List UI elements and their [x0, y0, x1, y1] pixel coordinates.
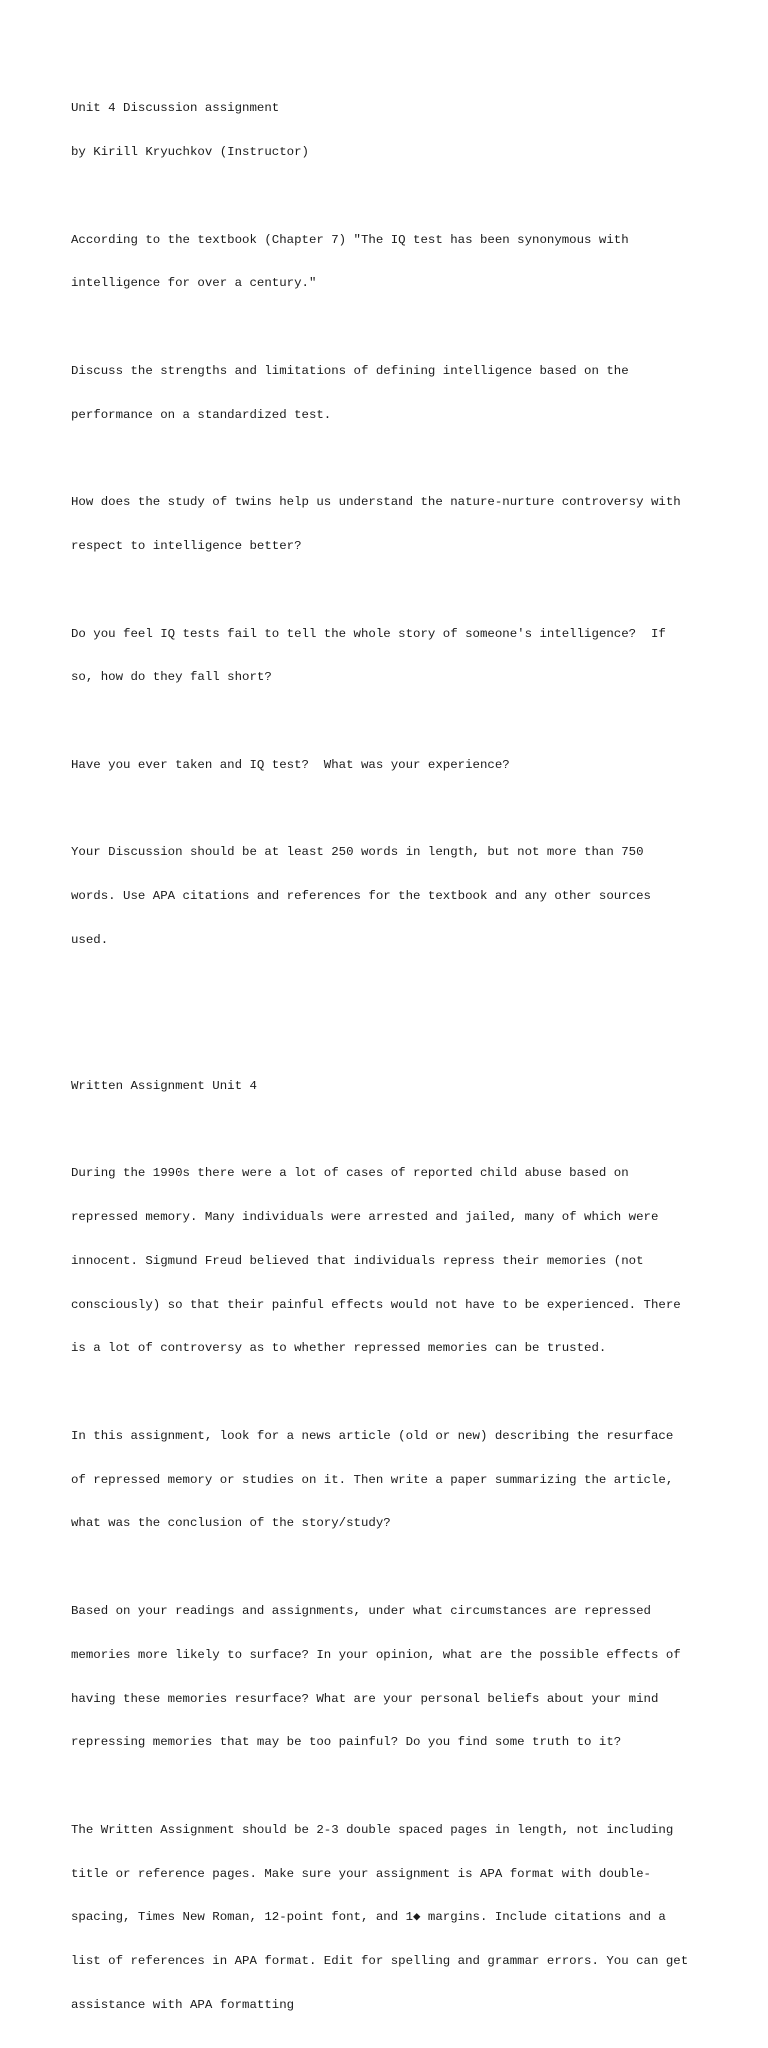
document-page: [71, 72, 711, 2048]
text-line: innocent. Sigmund Freud believed that individuals repress their memories (not: [71, 1253, 644, 1268]
discussion-paragraph-requirements: [71, 816, 711, 977]
text-line: used.: [71, 933, 109, 948]
text-line: Discuss the strengths and limitations of defining intelligence based on the: [71, 363, 629, 378]
text-line: assistance with APA formatting: [71, 1998, 295, 2012]
text-line: memories more likely to surface? In your opinion, what are the possible effects of: [71, 1647, 681, 1662]
text-line: Have you ever taken and IQ test? What was your experience?: [71, 757, 510, 772]
written-paragraph-requirements: [71, 1794, 711, 2042]
text-line: Based on your readings and assignments, under what circumstances are repressed: [71, 1603, 651, 1618]
text-line: performance on a standardized test.: [71, 407, 332, 422]
text-line: repressing memories that may be too painful? Do you find some truth to it?: [71, 1735, 622, 1750]
text-line: what was the conclusion of the story/study?: [71, 1516, 391, 1531]
text-line: words. Use APA citations and references for the textbook and any other sources: [71, 889, 651, 904]
text-line: having these memories resurface? What are your personal beliefs about your mind: [71, 1691, 659, 1706]
text-line: How does the study of twins help us understand the nature-nurture controversy with: [71, 495, 681, 510]
written-heading: [71, 1049, 711, 1122]
text-line: respect to intelligence better?: [71, 539, 302, 553]
text-line: The Written Assignment should be 2-3 double spaced pages in length, not including: [71, 1822, 674, 1837]
text-line: title or reference pages. Make sure your assignment is APA format with double-: [71, 1866, 651, 1881]
discussion-author: by Kirill Kryuchkov (Instructor): [71, 144, 309, 159]
text-line: consciously) so that their painful effects would not have to be experienced. There: [71, 1297, 681, 1312]
text-line: is a lot of controversy as to whether repressed memories can be trusted.: [71, 1341, 607, 1356]
section-spacer: [71, 991, 711, 1049]
discussion-paragraph-iq-fail: [71, 597, 711, 714]
discussion-paragraph-quote: [71, 203, 711, 320]
text-line: repressed memory. Many individuals were arrested and jailed, many of which were: [71, 1209, 659, 1224]
discussion-paragraph-twins: [71, 466, 711, 583]
text-line: Your Discussion should be at least 250 words in length, but not more than 750: [71, 845, 644, 860]
discussion-paragraph-strengths: [71, 335, 711, 452]
text-line: spacing, Times New Roman, 12-point font, and 1◆ margins. Include citations and a: [71, 1910, 666, 1925]
text-line: list of references in APA format. Edit for spelling and grammar errors. You can get: [71, 1954, 689, 1969]
text-line: of repressed memory or studies on it. Then write a paper summarizing the article,: [71, 1472, 674, 1487]
discussion-title: Unit 4 Discussion assignment: [71, 101, 280, 116]
text-line: intelligence for over a century.": [71, 276, 317, 291]
written-paragraph-background: [71, 1137, 711, 1385]
text-line: According to the textbook (Chapter 7) "The IQ test has been synonymous with: [71, 232, 629, 247]
discussion-paragraph-experience: [71, 729, 711, 802]
text-line: Do you feel IQ tests fail to tell the whole story of someone's intelligence? If: [71, 626, 666, 641]
written-title: Written Assignment Unit 4: [71, 1078, 257, 1093]
text-line: In this assignment, look for a news article (old or new) describing the resurface: [71, 1428, 674, 1443]
discussion-heading: [71, 72, 711, 189]
text-line: so, how do they fall short?: [71, 670, 272, 685]
written-paragraph-task: [71, 1400, 711, 1561]
text-line: During the 1990s there were a lot of cases of reported child abuse based on: [71, 1166, 629, 1181]
written-paragraph-questions: [71, 1575, 711, 1779]
